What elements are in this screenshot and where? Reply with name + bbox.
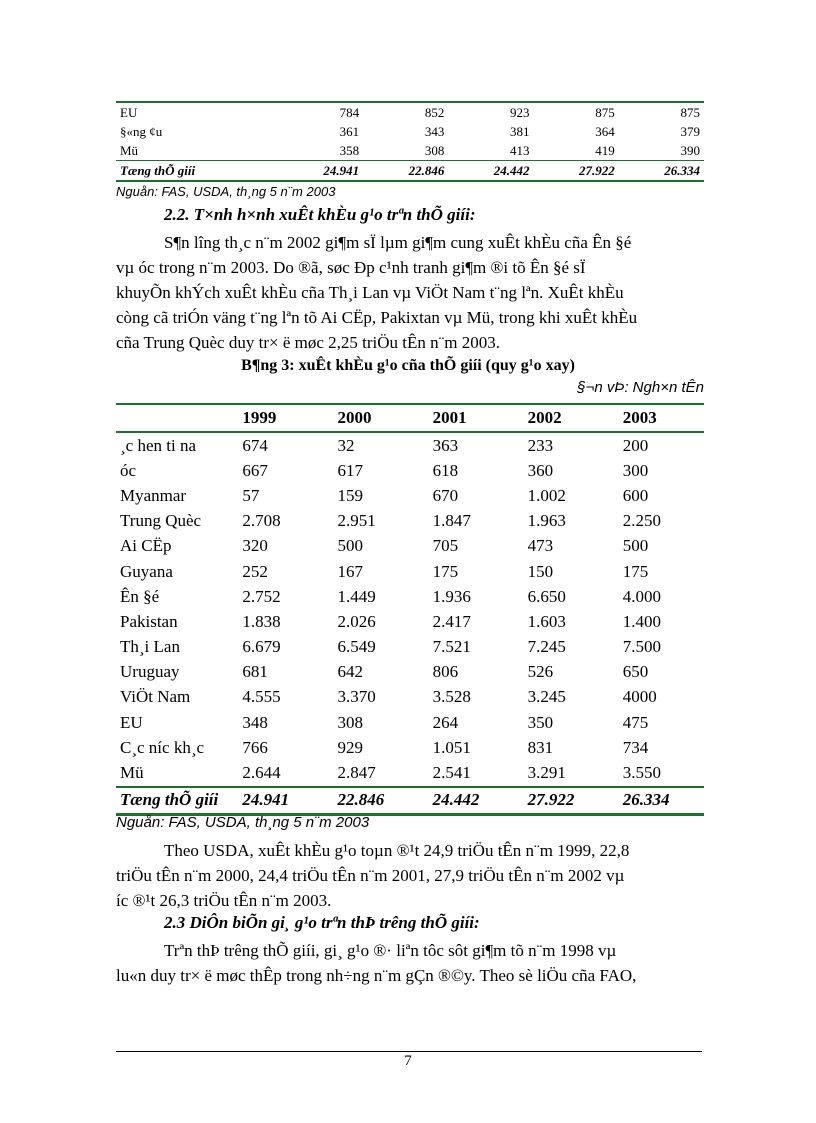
cell: 1.936 [432, 586, 471, 606]
cell: 308 [337, 712, 363, 732]
table-row [116, 609, 704, 634]
cell: 320 [242, 536, 268, 556]
paragraph [116, 230, 702, 355]
cell: 167 [337, 561, 363, 581]
cell: 831 [527, 737, 554, 757]
cell: 3.370 [337, 687, 376, 707]
row-label: EU [116, 102, 278, 122]
cell: 473 [527, 536, 554, 556]
cell: 175 [432, 561, 459, 581]
cell: 923 [448, 102, 533, 122]
cell: 27.922 [524, 787, 619, 815]
cell: 929 [337, 737, 363, 757]
cell: 159 [337, 485, 363, 505]
cell: 475 [622, 712, 649, 732]
cell: 2.951 [337, 511, 376, 531]
cell: 24.442 [448, 161, 533, 182]
text-line: triÖu tÊn n¨m 2000, 24,4 triÖu tÊn n¨m 2001, 27,9 triÖu tÊn n¨m 2002 vµ [116, 866, 625, 885]
cell: 379 [680, 124, 700, 139]
cell: 650 [622, 662, 649, 682]
row-label: Myanmar [120, 485, 187, 505]
cell: 617 [337, 460, 363, 480]
row-label: ViÖt Nam [120, 687, 191, 707]
table-row [116, 534, 704, 559]
cell: 2.541 [432, 763, 471, 783]
cell: 2.417 [432, 611, 471, 631]
row-label: Th¸i Lan [120, 637, 180, 657]
page-number: 7 [404, 1053, 412, 1069]
cell: 57 [242, 485, 260, 505]
cell: 27.922 [534, 161, 619, 182]
cell: 24.941 [278, 161, 363, 182]
header-cell [116, 404, 238, 432]
cell: 26.334 [619, 161, 704, 182]
cell: 24.941 [238, 787, 333, 815]
cell: 200 [622, 435, 649, 455]
cell: 381 [510, 124, 530, 139]
table-row [116, 685, 704, 710]
table-row [116, 483, 704, 508]
cell: 1.847 [432, 511, 471, 531]
cell: 4.555 [242, 687, 281, 707]
cell: 24.442 [429, 787, 524, 815]
table-row [116, 760, 704, 786]
cell: 500 [622, 536, 649, 556]
table-row [116, 432, 704, 458]
source-note: Nguån: FAS, USDA, th¸ng 5 n¨m 2003 [116, 814, 370, 831]
cell: 6.679 [242, 637, 281, 657]
cell: 734 [622, 737, 649, 757]
cell: 22.846 [363, 161, 448, 182]
cell: 7.521 [432, 637, 471, 657]
cell: 7.500 [622, 637, 661, 657]
cell: 618 [432, 460, 459, 480]
cell: 852 [363, 102, 448, 122]
cell: 264 [432, 712, 459, 732]
row-label: Mü [120, 763, 144, 783]
cell: 1.963 [527, 511, 566, 531]
row-label: Trung Quèc [120, 511, 202, 531]
cell: 175 [622, 561, 649, 581]
section-heading: 2.2. T×nh h×nh xuÊt khÈu g¹o trªn thÕ giíi: [164, 205, 476, 224]
cell: 26.334 [619, 787, 704, 815]
table-row [116, 141, 704, 161]
cell: 4.000 [622, 586, 661, 606]
header-cell: 2002 [524, 404, 619, 432]
text-line: cña Trung Quèc duy tr× ë møc 2,25 triÖu tÊn n¨m 2003. [116, 333, 501, 352]
cell: 526 [527, 662, 554, 682]
table-row [116, 102, 704, 122]
row-label: Ên §é [120, 586, 160, 606]
cell: 642 [337, 662, 363, 682]
cell: 2.708 [242, 511, 281, 531]
cell: 252 [242, 561, 268, 581]
cell: 1.449 [337, 586, 376, 606]
row-label: Tæng thÕ giíi [116, 787, 238, 815]
cell: 1.002 [527, 485, 566, 505]
cell: 667 [242, 460, 268, 480]
table-row [116, 122, 704, 141]
text-line: S¶n lîng th¸c n¨m 2002 gi¶m sÏ lµm gi¶m cung xuÊt khÈu cña Ên §é [164, 233, 632, 252]
cell: 2.752 [242, 586, 281, 606]
cell: 2.250 [622, 511, 661, 531]
top-table [116, 101, 704, 182]
cell: 6.549 [337, 637, 376, 657]
row-label: ¸c hen ti na [120, 435, 196, 455]
cell: 1.051 [432, 737, 471, 757]
table-unit: §¬n vÞ: Ngh×n tÊn [577, 379, 704, 396]
export-table [116, 403, 704, 816]
text-line: vµ óc trong n¨m 2003. Do ®ã, søc Ðp c¹nh tranh gi¶m ®i tõ Ên §é sÏ [116, 258, 586, 277]
source-note: Nguån: FAS, USDA, th¸ng 5 n¨m 2003 [116, 184, 336, 199]
cell: 4000 [622, 687, 657, 707]
cell: 806 [432, 662, 459, 682]
cell: 364 [595, 124, 615, 139]
footer-divider [116, 1051, 702, 1052]
cell: 361 [339, 124, 360, 139]
cell: 766 [242, 737, 268, 757]
cell: 600 [622, 485, 649, 505]
cell: 7.245 [527, 637, 566, 657]
cell: 358 [339, 143, 360, 158]
cell: 681 [242, 662, 268, 682]
row-label: Pakistan [120, 611, 178, 631]
table-row [116, 584, 704, 609]
table-row [116, 735, 704, 760]
header-cell: 2000 [334, 404, 429, 432]
cell: 150 [527, 561, 554, 581]
text-line: íc ®¹t 26,3 triÖu tÊn n¨m 2003. [116, 891, 332, 910]
cell: 6.650 [527, 586, 566, 606]
cell: 360 [527, 460, 554, 480]
cell: 22.846 [334, 787, 429, 815]
cell: 3.291 [527, 763, 566, 783]
cell: 32 [337, 435, 355, 455]
cell: 1.838 [242, 611, 281, 631]
cell: 348 [242, 712, 268, 732]
table-row [116, 458, 704, 483]
row-label: Ai CËp [120, 536, 172, 556]
table-row [116, 660, 704, 685]
text-line: Trªn thÞ trêng thÕ giíi, gi¸ g¹o ®· liªn tôc sôt gi¶m tõ n¨m 1998 vµ [164, 941, 617, 960]
cell: 2.847 [337, 763, 376, 783]
cell: 3.528 [432, 687, 471, 707]
paragraph [116, 938, 702, 988]
cell: 2.026 [337, 611, 376, 631]
table-header-row [116, 404, 704, 432]
cell: 3.245 [527, 687, 566, 707]
table-row [116, 559, 704, 584]
cell: 233 [527, 435, 554, 455]
table-row [116, 710, 704, 735]
row-label: EU [120, 712, 143, 732]
cell: 875 [534, 102, 619, 122]
section-heading: 2.3 DiÔn biÕn gi¸ g¹o trªn thÞ trêng thÕ giíi: [164, 913, 480, 932]
cell: 308 [424, 143, 445, 158]
cell: 343 [424, 124, 445, 139]
row-label: Uruguay [120, 662, 180, 682]
cell: 2.644 [242, 763, 281, 783]
cell: 674 [242, 435, 268, 455]
header-cell: 2003 [619, 404, 704, 432]
cell: 670 [432, 485, 459, 505]
cell: 363 [432, 435, 459, 455]
text-line: Theo USDA, xuÊt khÈu g¹o toµn ®¹t 24,9 triÖu tÊn n¨m 1999, 22,8 [164, 841, 630, 860]
cell: 500 [337, 536, 363, 556]
paragraph [116, 838, 702, 913]
row-label: §«ng ¢u [120, 124, 163, 139]
cell: 784 [278, 102, 363, 122]
cell: 300 [622, 460, 649, 480]
text-line: còng cã triÓn väng t¨ng lªn tõ Ai CËp, Pakixtan vµ Mü, trong khi xuÊt khÈu [116, 308, 638, 327]
cell: 1.400 [622, 611, 661, 631]
cell: 390 [680, 143, 700, 158]
cell: 350 [527, 712, 554, 732]
text-line: khuyÕn khÝch xuÊt khÈu cña Th¸i Lan vµ ViÖt Nam t¨ng lªn. XuÊt khÈu [116, 283, 624, 302]
row-label: C¸c níc kh¸c [120, 737, 205, 757]
table-row [116, 509, 704, 534]
header-cell: 2001 [429, 404, 524, 432]
text-line: lu«n duy tr× ë møc thÊp trong nh÷ng n¨m gÇn ®©y. Theo sè liÖu cña FAO, [116, 966, 637, 985]
table-row [116, 635, 704, 660]
table-total-row [116, 161, 704, 182]
cell: 705 [432, 536, 459, 556]
row-label: Mü [120, 143, 139, 158]
cell: 1.603 [527, 611, 566, 631]
cell: 413 [510, 143, 530, 158]
table-caption: B¶ng 3: xuÊt khÈu g¹o cña thÕ giíi (quy g¹o xay) [241, 357, 575, 374]
table-total-row [116, 787, 704, 815]
cell: 875 [619, 102, 704, 122]
row-label: Tæng thÕ giíi [116, 161, 278, 182]
header-cell: 1999 [238, 404, 333, 432]
cell: 3.550 [622, 763, 661, 783]
row-label: óc [120, 460, 137, 480]
row-label: Guyana [120, 561, 173, 581]
cell: 419 [595, 143, 615, 158]
